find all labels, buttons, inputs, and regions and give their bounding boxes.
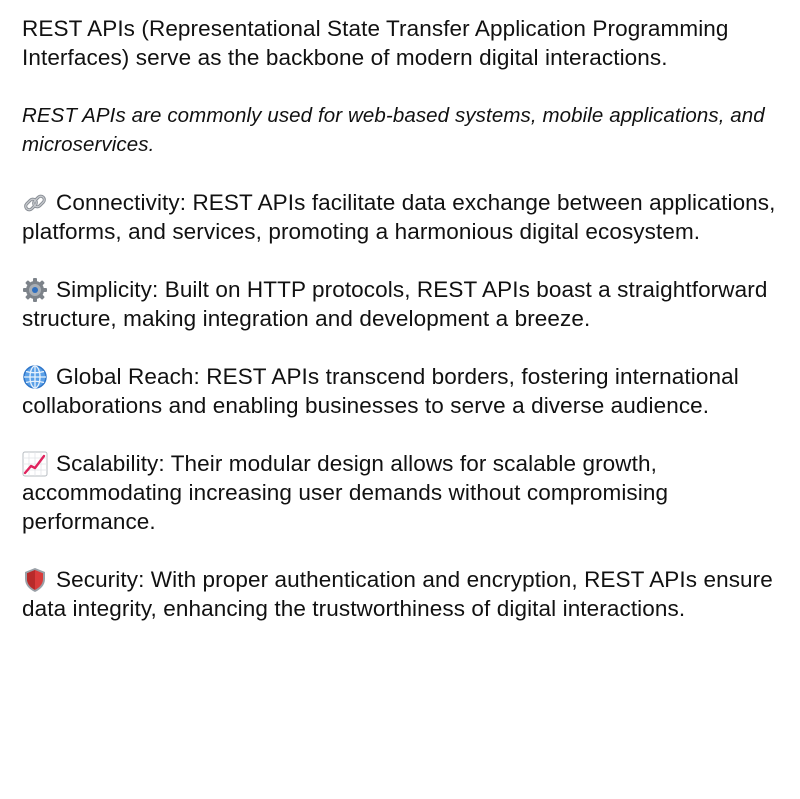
gear-icon [22, 277, 56, 301]
feature-scalability [22, 449, 780, 536]
feature-text: Connectivity: REST APIs facilitate data exchange between applications, platforms, and services, promoting a harmonious digital ecosystem. [22, 190, 776, 244]
globe-icon [22, 364, 56, 388]
link-icon [22, 190, 56, 214]
chart-increasing-icon [22, 451, 56, 475]
feature-text: Security: With proper authentication and encryption, REST APIs ensure data integrity, enhancing the trustworthiness of digital interactions. [22, 567, 773, 621]
feature-text: Global Reach: REST APIs transcend borders, fostering international collaborations and enabling businesses to serve a diverse audience. [22, 364, 739, 418]
intro-paragraph: REST APIs (Representational State Transfer Application Programming Interfaces) serve as the backbone of modern digital interactions. [22, 16, 729, 70]
feature-security [22, 565, 780, 623]
feature-simplicity [22, 275, 780, 333]
italic-note: REST APIs are commonly used for web-based systems, mobile applications, and microservices. [22, 104, 765, 156]
feature-text: Simplicity: Built on HTTP protocols, REST APIs boast a straightforward structure, making integration and development a breeze. [22, 277, 768, 331]
shield-icon [22, 567, 56, 591]
feature-text: Scalability: Their modular design allows for scalable growth, accommodating increasing user demands without compromising performance. [22, 451, 669, 534]
feature-global-reach [22, 362, 780, 420]
feature-connectivity [22, 188, 780, 246]
